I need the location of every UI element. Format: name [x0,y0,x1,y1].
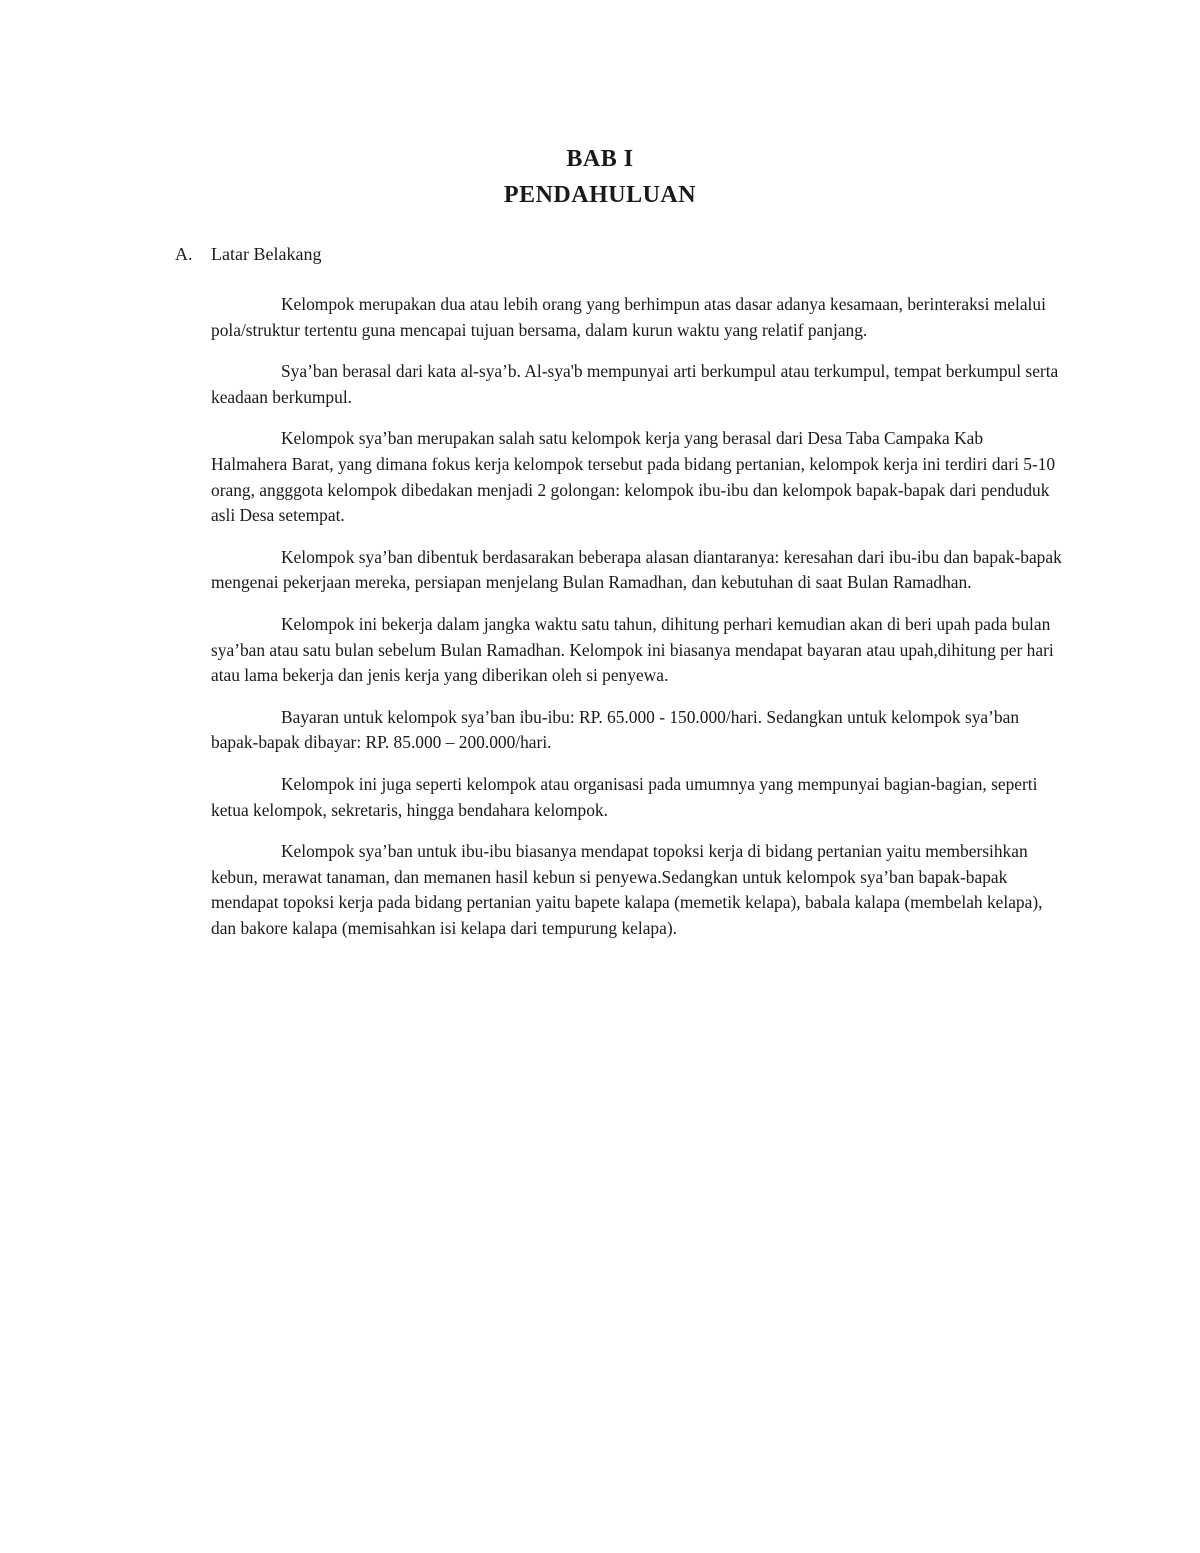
paragraph-tasks: Kelompok sya’ban untuk ibu-ibu biasanya mendapat topoksi kerja di bidang pertanian yaitu membersihkan kebun, merawat tanaman, dan memanen hasil kebun si penyewa.Sedangkan untuk kelompok sya’ban bapak-bapak mendapat topoksi kerja pada bidang pertanian yaitu bapete kalapa (memetik kelapa), babala kalapa (membelah kelapa), dan bakore kalapa (memisahkan isi kelapa dari tempurung kelapa). [211,841,1043,938]
chapter-number: BAB I [566,146,634,172]
chapter-title: PENDAHULUAN [503,182,697,208]
paragraph-organization: Kelompok ini juga seperti kelompok atau organisasi pada umumnya yang mempunyai bagian-bagian, seperti ketua kelompok, sekretaris, hingga bendahara kelompok. [211,773,1038,820]
paragraph-work-period: Kelompok ini bekerja dalam jangka waktu satu tahun, dihitung perhari kemudian akan di beri upah pada bulan sya’ban atau satu bulan sebelum Bulan Ramadhan. Kelompok ini biasanya mendapat bayaran atau upah,dihitung per hari atau lama bekerja dan jenis kerja yang diberikan oleh si penyewa. [211,613,1054,686]
paragraph-definition-kelompok: Kelompok merupakan dua atau lebih orang yang berhimpun atas dasar adanya kesamaan, berinteraksi melalui pola/struktur tertentu guna mencapai tujuan bersama, dalam kurun waktu yang relatif panjang. [211,294,1046,340]
paragraph-formation-reasons: Kelompok sya’ban dibentuk berdasarakan beberapa alasan diantaranya: keresahan dari ibu-ibu dan bapak-bapak mengenai pekerjaan mereka, persiapan menjelang Bulan Ramadhan, dan kebutuhan di saat Bulan Ramadhan. [211,546,1062,593]
section-heading [175,241,321,267]
body-text [211,292,1063,957]
paragraph-wages: Bayaran untuk kelompok sya’ban ibu-ibu: RP. 65.000 - 150.000/hari. Sedangkan untuk kelompok sya’ban bapak-bapak dibayar: RP. 85.000 – 200.000/hari. [211,706,1020,753]
section-marker: A. [175,244,193,264]
section-title: Latar Belakang [211,244,322,264]
paragraph-etymology-syaban: Sya’ban berasal dari kata al-sya’b. Al-sya'b mempunyai arti berkumpul atau terkumpul, tempat berkumpul serta keadaan berkumpul. [211,361,1059,407]
paragraph-kelompok-origin: Kelompok sya’ban merupakan salah satu kelompok kerja yang berasal dari Desa Taba Campaka Kab Halmahera Barat, yang dimana fokus kerja kelompok tersebut pada bidang pertanian, kelompok kerja ini terdiri dari 5-10 orang, angggota kelompok dibedakan menjadi 2 golongan: kelompok ibu-ibu dan kelompok bapak-bapak dari penduduk asli Desa setempat. [211,428,1056,526]
